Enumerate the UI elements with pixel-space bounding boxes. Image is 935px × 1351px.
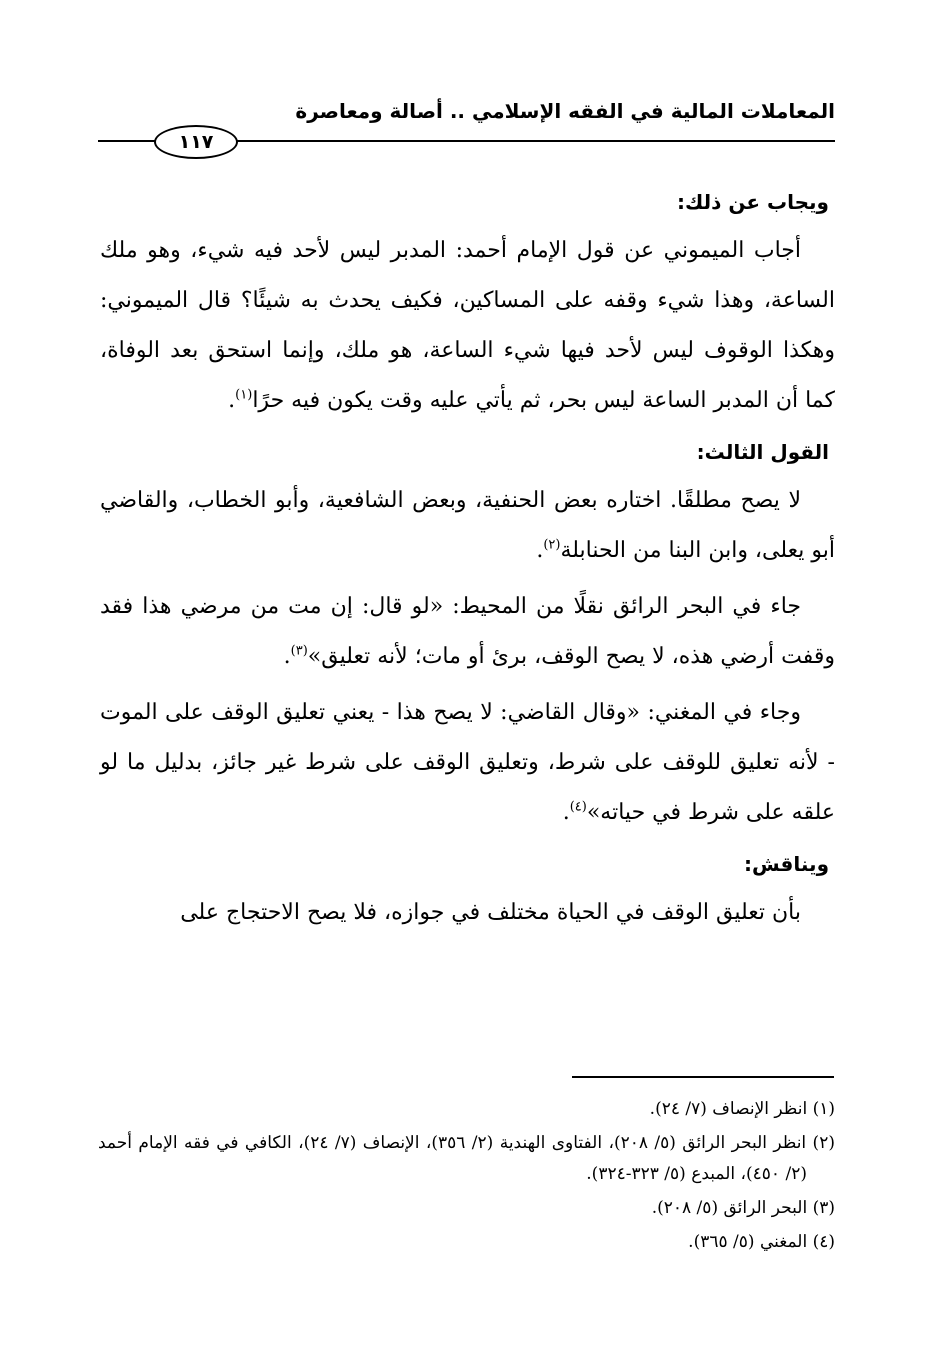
paragraph [100, 582, 835, 682]
paragraph-text: لا يصح مطلقًا. اختاره بعض الحنفية، وبعض الشافعية، وأبو الخطاب، والقاضي أبو يعلى، وابن البنا من الحنابلة [100, 488, 835, 563]
footnote-ref: (٤) [569, 799, 587, 815]
footnote: (١) انظر الإنصاف (٧/ ٢٤). [649, 1099, 835, 1119]
paragraph-text: بأن تعليق الوقف في الحياة مختلف في جوازه، فلا يصح الاحتجاج على [180, 900, 801, 925]
footnote: (٢) انظر البحر الرائق (٥/ ٢٠٨)، الفتاوى الهندية (٢/ ٣٥٦)، الإنصاف (٧/ ٢٤)، الكافي في فقه الإمام أحمد (٢/ ٤٥٠)، المبدع (٥/ ٣٢٣-٣٢٤). [98, 1133, 835, 1184]
paragraph-text: وجاء في المغني: «وقال القاضي: لا يصح هذا - يعني تعليق الوقف على الموت - لأنه تعليق للوقف على شرط، وتعليق الوقف على شرط غير جائز، بدليل ما لو علقه على شرط في حياته» [100, 700, 835, 825]
paragraph [100, 688, 835, 838]
paragraph [100, 226, 835, 426]
section-heading: ويجاب عن ذلك: [677, 190, 829, 214]
paragraph [100, 476, 835, 576]
footnotes [98, 1094, 835, 1261]
paragraph-end: . [228, 388, 236, 413]
footnote: (٤) المغني (٥/ ٣٦٥). [688, 1232, 835, 1252]
paragraph-end: . [283, 644, 291, 669]
paragraph-text: أجاب الميموني عن قول الإمام أحمد: المدبر ليس لأحد فيه شيء، وهو ملك الساعة، وهذا شيء وقفه على المساكين، فكيف يحدث به شيئًا؟ قال الميموني: وهكذا الوقوف ليس لأحد فيها شيء الساعة، هو ملك، وإنما استحق بعد الوفاة، كما أن المدبر الساعة ليس بحر، ثم يأتي عليه وقت يكون فيه حرًا [100, 238, 835, 413]
footnote: (٣) البحر الرائق (٥/ ٢٠٨). [651, 1198, 835, 1218]
page-number-badge: ١١٧ [154, 125, 238, 159]
main-text [100, 178, 835, 938]
section-heading: ويناقش: [744, 852, 829, 876]
footnote-rule [572, 1076, 834, 1078]
footnote-ref: (٢) [543, 537, 561, 553]
paragraph [100, 888, 835, 938]
footnote-ref: (٣) [290, 643, 308, 659]
paragraph-text: جاء في البحر الرائق نقلًا من المحيط: «لو قال: إن مت من مرضي هذا فقد وقفت أرضي هذه، لا يصح الوقف، برئ أو مات؛ لأنه تعليق» [100, 594, 835, 669]
section-heading: القول الثالث: [696, 440, 829, 464]
running-title: المعاملات المالية في الفقه الإسلامي .. أصالة ومعاصرة [295, 99, 835, 123]
paragraph-end: . [536, 538, 544, 563]
footnote-ref: (١) [235, 387, 253, 403]
paragraph-end: . [562, 800, 570, 825]
